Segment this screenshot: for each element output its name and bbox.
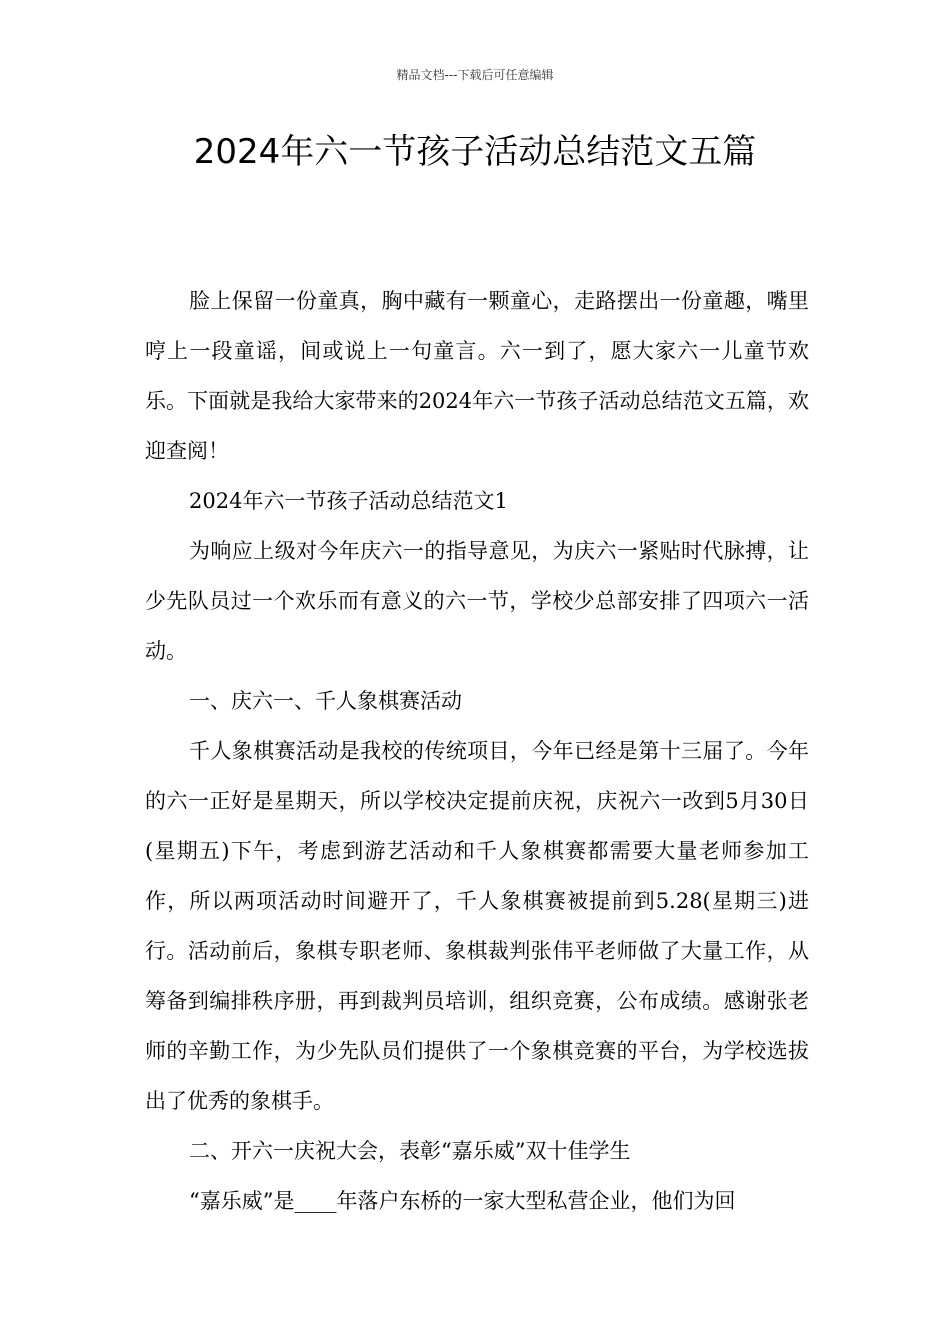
document-body	[145, 276, 809, 1226]
subheading-chess: 一、庆六一、千人象棋赛活动	[189, 689, 462, 713]
intro-paragraph: 脸上保留一份童真，胸中藏有一颗童心，走路摆出一份童趣，嘴里哼上一段童谣，间或说上一句童言。六一到了，愿大家六一儿童节欢乐。下面就是我给大家带来的2024年六一节孩子活动总结范文五篇，欢迎查阅！	[145, 289, 809, 463]
subheading-ceremony: 二、开六一庆祝大会，表彰“嘉乐威”双十佳学生	[189, 1139, 631, 1163]
section-heading-1: 2024年六一节孩子活动总结范文1	[189, 489, 508, 513]
paragraph-chess: 千人象棋赛活动是我校的传统项目，今年已经是第十三届了。今年的六一正好是星期天，所以学校决定提前庆祝，庆祝六一改到5月30日(星期五)下午，考虑到游艺活动和千人象棋赛都需要大量老师参加工作，所以两项活动时间避开了，千人象棋赛被提前到5.28(星期三)进行。活动前后，象棋专职老师、象棋裁判张伟平老师做了大量工作，从筹备到编排秩序册，再到裁判员培训，组织竞赛，公布成绩。感谢张老师的辛勤工作，为少先队员们提供了一个象棋竞赛的平台，为学校选拔出了优秀的象棋手。	[145, 739, 809, 1113]
header-note: 精品文档---下载后可任意编辑	[396, 68, 554, 82]
paragraph-company: “嘉乐威”是____年落户东桥的一家大型私营企业，他们为回	[189, 1189, 736, 1213]
paragraph-purpose: 为响应上级对今年庆六一的指导意见，为庆六一紧贴时代脉搏，让少先队员过一个欢乐而有意义的六一节，学校少总部安排了四项六一活动。	[145, 539, 809, 663]
document-title: 2024年六一节孩子活动总结范文五篇	[193, 132, 757, 172]
